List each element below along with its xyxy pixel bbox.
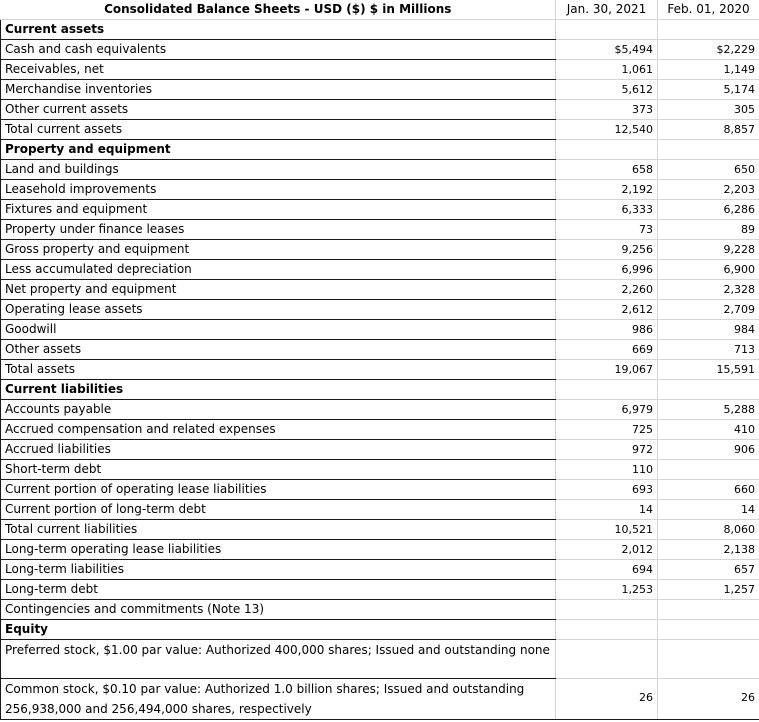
table-row bbox=[1, 220, 759, 240]
row-label: Total assets bbox=[1, 360, 556, 380]
section-header-row bbox=[1, 140, 759, 160]
value-prior: $2,229 bbox=[658, 40, 759, 60]
value-prior: 657 bbox=[658, 560, 759, 580]
value-current: 9,256 bbox=[556, 240, 658, 260]
table-row bbox=[1, 60, 759, 80]
value-current: 658 bbox=[556, 160, 658, 180]
row-label: Short-term debt bbox=[1, 460, 556, 480]
row-label: Equity bbox=[1, 620, 556, 640]
table-row bbox=[1, 180, 759, 200]
value-current bbox=[556, 620, 658, 640]
row-label: Receivables, net bbox=[1, 60, 556, 80]
value-prior: 713 bbox=[658, 340, 759, 360]
table-row bbox=[1, 560, 759, 580]
table-title: Consolidated Balance Sheets - USD ($) $ in Millions bbox=[1, 0, 556, 20]
row-label: Other current assets bbox=[1, 100, 556, 120]
value-prior: 9,228 bbox=[658, 240, 759, 260]
value-prior: 14 bbox=[658, 500, 759, 520]
value-current bbox=[556, 600, 658, 620]
value-prior: 5,288 bbox=[658, 400, 759, 420]
row-label: Current portion of operating lease liabilities bbox=[1, 480, 556, 500]
row-label: Less accumulated depreciation bbox=[1, 260, 556, 280]
table-row bbox=[1, 540, 759, 560]
value-prior bbox=[658, 20, 759, 40]
table-row bbox=[1, 580, 759, 600]
row-label: Preferred stock, $1.00 par value: Authorized 400,000 shares; Issued and outstanding none bbox=[1, 640, 556, 679]
value-current: 6,996 bbox=[556, 260, 658, 280]
table-row bbox=[1, 280, 759, 300]
table-row bbox=[1, 320, 759, 340]
table-row bbox=[1, 440, 759, 460]
row-label: Long-term liabilities bbox=[1, 560, 556, 580]
value-current: 2,192 bbox=[556, 180, 658, 200]
value-prior bbox=[658, 460, 759, 480]
row-label: Land and buildings bbox=[1, 160, 556, 180]
section-header-row bbox=[1, 20, 759, 40]
value-current: 972 bbox=[556, 440, 658, 460]
row-label: Fixtures and equipment bbox=[1, 200, 556, 220]
row-label: Accrued liabilities bbox=[1, 440, 556, 460]
value-prior: 15,591 bbox=[658, 360, 759, 380]
value-prior: 2,203 bbox=[658, 180, 759, 200]
table-row bbox=[1, 40, 759, 60]
row-label: Current portion of long-term debt bbox=[1, 500, 556, 520]
value-current: 373 bbox=[556, 100, 658, 120]
value-prior: 1,149 bbox=[658, 60, 759, 80]
row-label: Merchandise inventories bbox=[1, 80, 556, 100]
value-current bbox=[556, 20, 658, 40]
value-current: 110 bbox=[556, 460, 658, 480]
table-row bbox=[1, 460, 759, 480]
value-current: 6,979 bbox=[556, 400, 658, 420]
value-current: 2,260 bbox=[556, 280, 658, 300]
table-row bbox=[1, 300, 759, 320]
value-prior: 906 bbox=[658, 440, 759, 460]
value-prior bbox=[658, 600, 759, 620]
value-prior: 305 bbox=[658, 100, 759, 120]
table-body bbox=[1, 20, 759, 720]
value-current: 986 bbox=[556, 320, 658, 340]
row-label: Net property and equipment bbox=[1, 280, 556, 300]
value-current: 6,333 bbox=[556, 200, 658, 220]
table-row bbox=[1, 340, 759, 360]
row-label: Accounts payable bbox=[1, 400, 556, 420]
value-prior: 2,138 bbox=[658, 540, 759, 560]
table-row bbox=[1, 520, 759, 540]
row-label: Current assets bbox=[1, 20, 556, 40]
table-row bbox=[1, 640, 759, 679]
value-prior: 8,060 bbox=[658, 520, 759, 540]
value-prior: 984 bbox=[658, 320, 759, 340]
table-row bbox=[1, 260, 759, 280]
value-prior: 8,857 bbox=[658, 120, 759, 140]
value-prior bbox=[658, 380, 759, 400]
period-header-prior: Feb. 01, 2020 bbox=[658, 0, 759, 20]
value-current: 19,067 bbox=[556, 360, 658, 380]
section-header-row bbox=[1, 380, 759, 400]
value-current: 10,521 bbox=[556, 520, 658, 540]
row-label: Contingencies and commitments (Note 13) bbox=[1, 600, 556, 620]
row-label: Operating lease assets bbox=[1, 300, 556, 320]
row-label: Current liabilities bbox=[1, 380, 556, 400]
row-label: Other assets bbox=[1, 340, 556, 360]
row-label: Gross property and equipment bbox=[1, 240, 556, 260]
table-row bbox=[1, 120, 759, 140]
value-current: 725 bbox=[556, 420, 658, 440]
row-label: Common stock, $0.10 par value: Authorized 1.0 billion shares; Issued and outstanding 256,938,000 and 256,494,000 shares, respectively bbox=[1, 679, 556, 720]
value-prior bbox=[658, 140, 759, 160]
value-current bbox=[556, 640, 658, 679]
value-current: 73 bbox=[556, 220, 658, 240]
table-row bbox=[1, 600, 759, 620]
period-header-current: Jan. 30, 2021 bbox=[556, 0, 658, 20]
row-label: Property and equipment bbox=[1, 140, 556, 160]
value-current: 1,253 bbox=[556, 580, 658, 600]
value-current: 694 bbox=[556, 560, 658, 580]
table-row bbox=[1, 400, 759, 420]
value-prior: 1,257 bbox=[658, 580, 759, 600]
row-label: Goodwill bbox=[1, 320, 556, 340]
value-current bbox=[556, 140, 658, 160]
row-label: Total current liabilities bbox=[1, 520, 556, 540]
value-prior: 6,900 bbox=[658, 260, 759, 280]
value-current: 14 bbox=[556, 500, 658, 520]
table-row bbox=[1, 80, 759, 100]
row-label: Long-term debt bbox=[1, 580, 556, 600]
table-row bbox=[1, 420, 759, 440]
value-prior: 2,328 bbox=[658, 280, 759, 300]
table-row bbox=[1, 240, 759, 260]
value-current: 669 bbox=[556, 340, 658, 360]
value-current: 2,012 bbox=[556, 540, 658, 560]
value-current: 26 bbox=[556, 679, 658, 720]
row-label: Property under finance leases bbox=[1, 220, 556, 240]
table-row bbox=[1, 679, 759, 720]
row-label: Leasehold improvements bbox=[1, 180, 556, 200]
value-prior: 26 bbox=[658, 679, 759, 720]
value-prior bbox=[658, 640, 759, 679]
section-header-row bbox=[1, 620, 759, 640]
value-current bbox=[556, 380, 658, 400]
value-prior: 650 bbox=[658, 160, 759, 180]
row-label: Total current assets bbox=[1, 120, 556, 140]
value-prior bbox=[658, 620, 759, 640]
table-row bbox=[1, 480, 759, 500]
table-row bbox=[1, 200, 759, 220]
table-row bbox=[1, 360, 759, 380]
value-current: 693 bbox=[556, 480, 658, 500]
row-label: Cash and cash equivalents bbox=[1, 40, 556, 60]
value-prior: 89 bbox=[658, 220, 759, 240]
header-row bbox=[1, 0, 759, 20]
value-current: 1,061 bbox=[556, 60, 658, 80]
table-row bbox=[1, 100, 759, 120]
value-prior: 2,709 bbox=[658, 300, 759, 320]
value-prior: 660 bbox=[658, 480, 759, 500]
value-prior: 6,286 bbox=[658, 200, 759, 220]
value-current: $5,494 bbox=[556, 40, 658, 60]
value-current: 5,612 bbox=[556, 80, 658, 100]
table-row bbox=[1, 500, 759, 520]
value-current: 2,612 bbox=[556, 300, 658, 320]
row-label: Long-term operating lease liabilities bbox=[1, 540, 556, 560]
value-current: 12,540 bbox=[556, 120, 658, 140]
row-label: Accrued compensation and related expenses bbox=[1, 420, 556, 440]
value-prior: 5,174 bbox=[658, 80, 759, 100]
table-row bbox=[1, 160, 759, 180]
value-prior: 410 bbox=[658, 420, 759, 440]
